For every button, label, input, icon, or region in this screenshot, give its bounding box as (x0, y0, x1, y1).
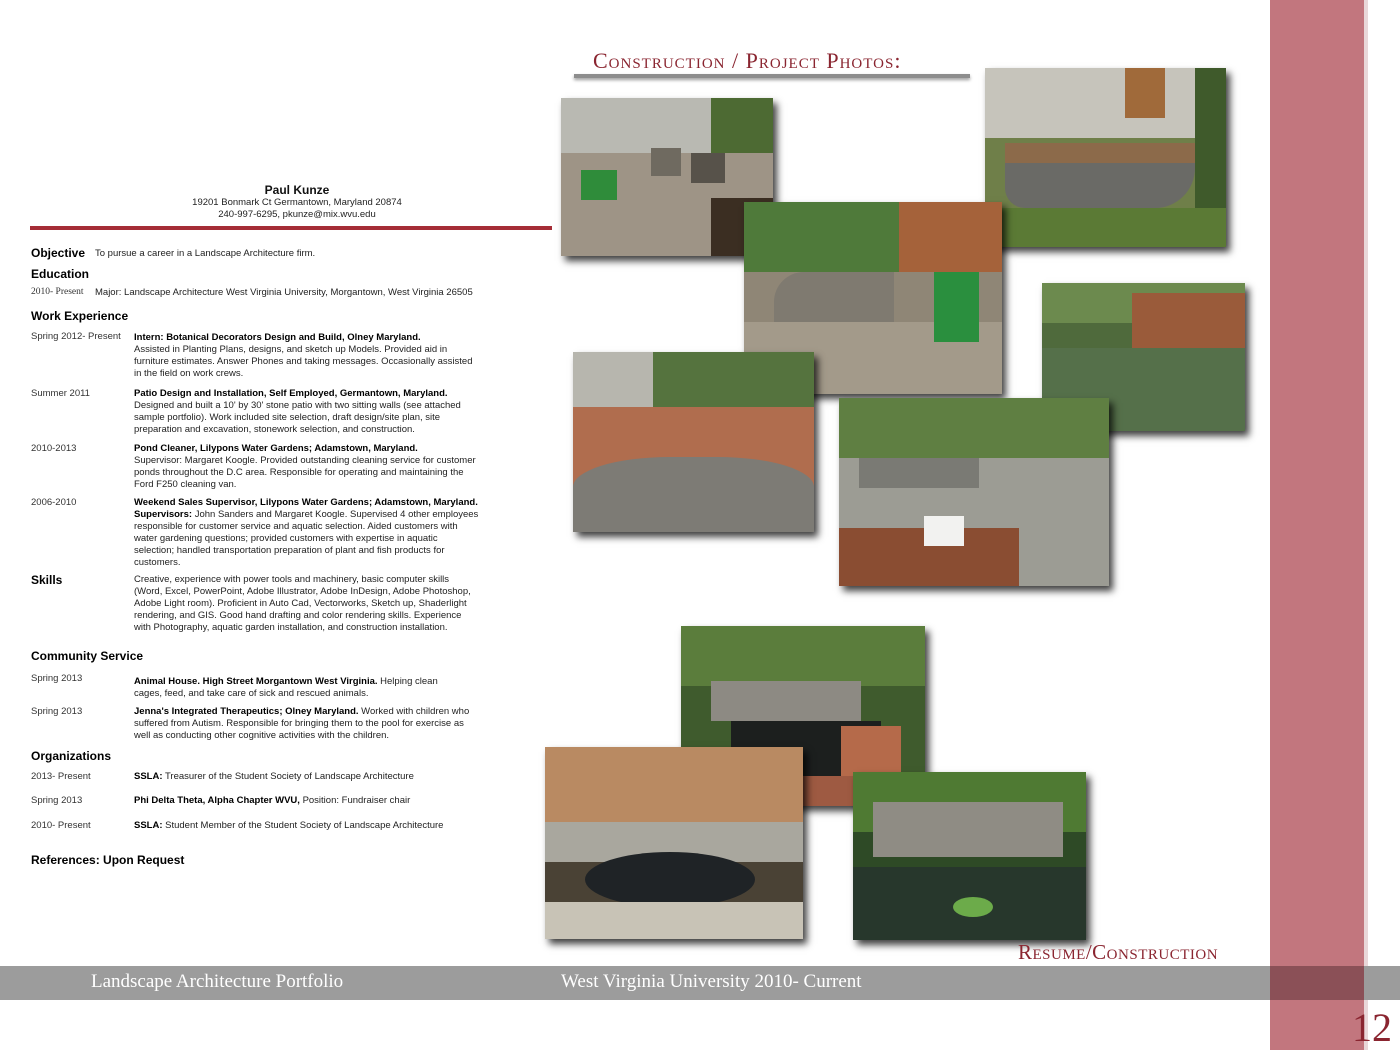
work-entry (134, 388, 479, 436)
organizations-heading: Organizations (31, 749, 112, 763)
footer-university-label: West Virginia University 2010- Current (561, 971, 862, 992)
org-desc: Position: Fundraiser chair (302, 795, 411, 806)
resume-name: Paul Kunze (264, 183, 330, 197)
education-text: Major: Landscape Architecture West Virginia University, Morgantown, West Virginia 26505 (95, 287, 473, 298)
header-rule (30, 226, 552, 230)
work-title: Patio Design and Installation, Self Employed, Germantown, Maryland. (134, 388, 448, 399)
photos-title: Construction / Project Photos: (593, 48, 902, 73)
org-desc: Treasurer of the Student Society of Landscape Architecture (164, 771, 414, 782)
org-date: 2010- Present (31, 820, 91, 831)
org-title: SSLA: (134, 771, 163, 782)
community-title: Jenna's Integrated Therapeutics; Olney Maryland. (134, 706, 359, 717)
work-heading: Work Experience (31, 309, 129, 323)
org-desc: Student Member of the Student Society of Landscape Architecture (165, 820, 444, 831)
work-date: Spring 2012- Present (31, 331, 121, 342)
work-desc: John Sanders and Margaret Koogle. Supervised 4 other employees responsible for customer service and aquatic selection. Aided customers with water gardening questions; provided customers with expertise in aquatic selection; handled transportation preparation of plant and fish products for customers. (134, 509, 479, 568)
references: References: Upon Request (31, 853, 185, 867)
objective-text: To pursue a career in a Landscape Architecture firm. (95, 248, 316, 259)
org-entry (134, 771, 514, 783)
work-title: Weekend Sales Supervisor, Lilypons Water Gardens; Adamstown, Maryland. Supervisors: (134, 497, 478, 520)
org-title: SSLA: (134, 820, 163, 831)
section-tag: Resume/Construction (1018, 940, 1219, 964)
work-desc: Assisted in Planting Plans, designs, and sketch up Models. Provided aid in furniture estimates. Answer Phones and taking messages. Occasionally assisted in the field on work crews. (134, 344, 473, 379)
community-date: Spring 2013 (31, 673, 83, 684)
side-color-band (1270, 0, 1364, 1050)
photo-circular-wall (573, 352, 814, 532)
objective-heading: Objective (31, 246, 86, 260)
page-number: 12 (1352, 1005, 1392, 1050)
work-entry (134, 497, 479, 569)
org-entry (134, 820, 514, 832)
community-heading: Community Service (31, 649, 144, 663)
photo-pond-lilies (853, 772, 1086, 940)
skills-heading: Skills (31, 573, 63, 587)
footer-portfolio-label: Landscape Architecture Portfolio (91, 971, 344, 992)
work-desc: Designed and built a 10' by 30' stone patio with two sitting walls (see attached sample portfolio). Work included site selection, draft design/site plan, site preparation and excavation, stonework selection, and construction. (134, 400, 461, 435)
work-title: Pond Cleaner, Lilypons Water Gardens; Adamstown, Maryland. (134, 443, 418, 454)
work-date: 2006-2010 (31, 497, 77, 508)
community-entry (134, 706, 474, 742)
org-entry (134, 795, 514, 807)
community-desc: Helping clean cages, feed, and take care of sick and rescued animals. (134, 676, 438, 699)
work-entry (134, 443, 479, 491)
photo-pond-fence (545, 747, 803, 939)
photo-patio-deck (839, 398, 1109, 586)
skills-text: Creative, experience with power tools and machinery, basic computer skills (Word, Excel, PowerPoint, Adobe Illustrator, Adobe InDesign, Adobe Photoshop, Adobe Light room). Proficient in Auto Cad, Vectorworks, Sketch up, Shaderlight rendering, and GIS. Good hand drafting and color rendering skills. Experience with Photography, aquatic garden installation, and construction installation. (134, 574, 471, 633)
footer-band-overlay (1270, 966, 1364, 1000)
work-title: Intern: Botanical Decorators Design and Build, Olney Maryland. (134, 332, 421, 343)
photo-hammock-wall (985, 68, 1226, 247)
org-date: Spring 2013 (31, 795, 83, 806)
org-title: Phi Delta Theta, Alpha Chapter WVU, (134, 795, 300, 806)
community-entry (134, 676, 464, 700)
community-title: Animal House. High Street Morgantown West Virginia. (134, 676, 378, 687)
footer-bar (0, 966, 1400, 1000)
work-entry (134, 332, 479, 380)
resume-address: 19201 Bonmark Ct Germantown, Maryland 20874 (192, 197, 402, 208)
community-desc: Worked with children who suffered from Autism. Responsible for bringing them to the pool for exercise as well as conducting other cognitive activities with the children. (134, 706, 470, 741)
education-heading: Education (31, 267, 90, 281)
community-date: Spring 2013 (31, 706, 83, 717)
resume-contact: 240-997-6295, pkunze@mix.wvu.edu (218, 209, 376, 220)
work-date: Summer 2011 (31, 388, 90, 399)
work-desc: Supervisor: Margaret Koogle. Provided outstanding cleaning service for customer ponds throughout the D.C area. Responsible for operating and maintaining the Ford F250 cleaning van. (134, 455, 476, 490)
photos-title-rule (574, 74, 970, 78)
photo-patio-chairs (561, 98, 773, 256)
education-date: 2010- Present (31, 287, 84, 297)
work-date: 2010-2013 (31, 443, 77, 454)
org-date: 2013- Present (31, 771, 91, 782)
side-band-edge (1364, 0, 1368, 1050)
